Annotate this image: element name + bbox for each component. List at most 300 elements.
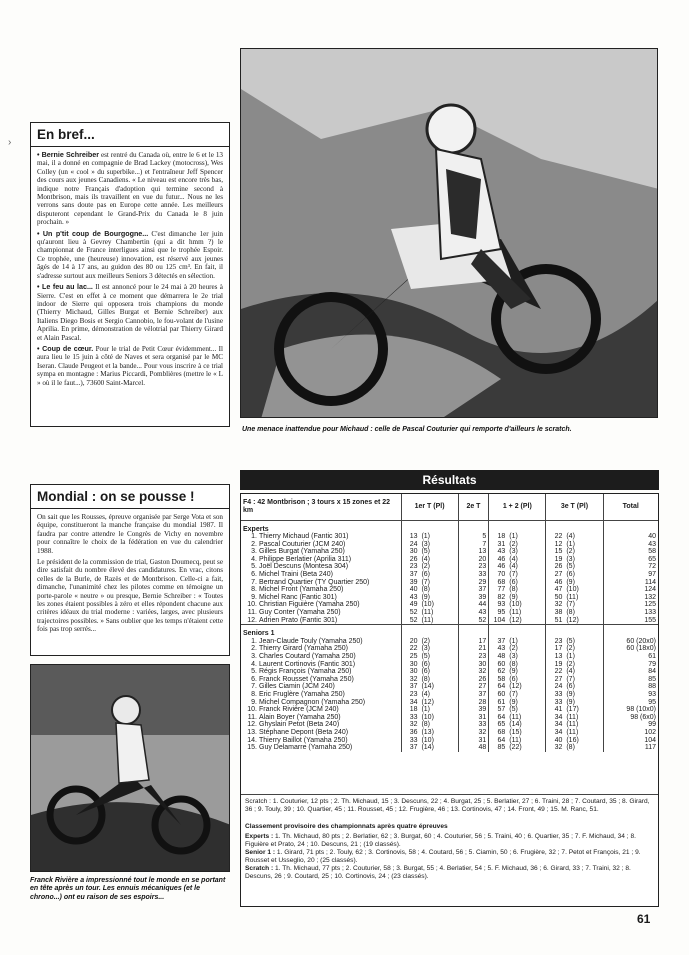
total-score: 88 bbox=[648, 683, 656, 691]
round1-score: 30 bbox=[409, 548, 418, 556]
round3-place: (11) bbox=[566, 721, 579, 729]
round1-place: (8) bbox=[421, 586, 431, 594]
rider-name: Laurent Cortinovis (Fantic 301) bbox=[259, 660, 356, 668]
classement-title: Classement provisoire des championnats après quatre épreuves bbox=[245, 823, 448, 830]
rank: 10. bbox=[247, 706, 257, 714]
rider-cell bbox=[241, 533, 401, 541]
round3-score: 34 bbox=[554, 728, 563, 736]
rider-cell bbox=[241, 699, 401, 707]
total12-place: (1) bbox=[509, 637, 518, 645]
section-row bbox=[241, 520, 658, 533]
rank: 7. bbox=[251, 683, 257, 691]
round2-score: 31 bbox=[458, 714, 489, 722]
round1-score: 40 bbox=[409, 586, 418, 594]
total12-cell bbox=[489, 661, 546, 669]
rider-name: Régis François (Yamaha 250) bbox=[259, 668, 352, 676]
total-score: 65 bbox=[648, 555, 656, 563]
rider-name: Christian Figuière (Yamaha 250) bbox=[259, 601, 360, 609]
total12-score: 64 bbox=[497, 713, 506, 721]
round1-score: 13 bbox=[409, 533, 418, 541]
round1-cell bbox=[401, 601, 458, 609]
round1-score: 18 bbox=[409, 706, 418, 714]
total12-place: (15) bbox=[509, 728, 522, 736]
round3-place: (9) bbox=[566, 578, 575, 586]
round3-cell bbox=[546, 556, 603, 564]
round3-place: (2) bbox=[566, 660, 575, 668]
column-header: 1er T (Pl) bbox=[401, 494, 458, 520]
rider-cell bbox=[241, 653, 401, 661]
round2-score: 32 bbox=[458, 668, 489, 676]
round1-cell bbox=[401, 586, 458, 594]
page-number: 61 bbox=[637, 912, 651, 926]
total12-place: (11) bbox=[509, 736, 522, 744]
total12-cell bbox=[489, 533, 546, 541]
total12-score: 82 bbox=[497, 593, 506, 601]
round3-place: (3) bbox=[566, 555, 575, 563]
results-header-row bbox=[241, 494, 658, 520]
table-row bbox=[241, 617, 658, 625]
total12-place: (9) bbox=[509, 593, 518, 601]
table-row bbox=[241, 729, 658, 737]
rider-name: Michel Compagnon (Yamaha 250) bbox=[259, 698, 366, 706]
round3-cell bbox=[546, 744, 603, 752]
table-row bbox=[241, 737, 658, 745]
total12-score: 62 bbox=[497, 668, 506, 676]
total-score: 133 bbox=[644, 609, 656, 617]
total12-cell bbox=[489, 617, 546, 625]
rank: 11. bbox=[247, 713, 257, 721]
round1-place: (11) bbox=[421, 616, 434, 624]
round1-cell bbox=[401, 699, 458, 707]
round1-place: (11) bbox=[421, 609, 434, 617]
round2-score: 27 bbox=[458, 683, 489, 691]
total12-place: (1) bbox=[509, 533, 518, 541]
table-row bbox=[241, 601, 658, 609]
rank: 7. bbox=[251, 578, 257, 586]
rider-cell bbox=[241, 729, 401, 737]
round1-score: 37 bbox=[409, 744, 418, 752]
round3-score: 27 bbox=[554, 675, 563, 683]
round3-cell bbox=[546, 579, 603, 587]
round3-place: (8) bbox=[566, 744, 575, 752]
rider-cell bbox=[241, 571, 401, 579]
round1-cell bbox=[401, 714, 458, 722]
rank: 5. bbox=[251, 563, 257, 571]
round1-place: (13) bbox=[421, 728, 434, 736]
round3-place: (10) bbox=[566, 586, 579, 594]
round3-cell bbox=[546, 737, 603, 745]
round3-score: 13 bbox=[554, 653, 563, 660]
rider-name: Eric Fruglère (Yamaha 250) bbox=[259, 690, 345, 698]
total-score: 72 bbox=[648, 563, 656, 571]
paragraph-lead: • Coup de cœur. bbox=[37, 344, 94, 353]
round1-cell bbox=[401, 645, 458, 653]
round3-cell bbox=[546, 729, 603, 737]
total12-cell bbox=[489, 571, 546, 579]
total12-score: 18 bbox=[497, 533, 506, 541]
total12-place: (8) bbox=[509, 586, 518, 594]
total12-cell bbox=[489, 556, 546, 564]
total12-cell bbox=[489, 668, 546, 676]
total12-cell bbox=[489, 601, 546, 609]
rider-cell bbox=[241, 676, 401, 684]
total12-score: 93 bbox=[497, 601, 506, 609]
round2-score: 44 bbox=[458, 601, 489, 609]
round1-place: (1) bbox=[421, 533, 431, 541]
round3-cell bbox=[546, 706, 603, 714]
rank: 12. bbox=[247, 616, 257, 624]
total12-cell bbox=[489, 683, 546, 691]
rank: 3. bbox=[251, 653, 257, 660]
round1-place: (5) bbox=[421, 653, 431, 660]
round3-score: 17 bbox=[554, 645, 563, 653]
round3-place: (4) bbox=[566, 668, 575, 676]
table-row bbox=[241, 541, 658, 549]
round3-place: (12) bbox=[566, 616, 579, 624]
round1-score: 39 bbox=[409, 578, 418, 586]
round1-place: (10) bbox=[421, 713, 434, 721]
round1-place: (4) bbox=[421, 555, 431, 563]
round3-score: 47 bbox=[554, 586, 563, 594]
total-score: 98 (10x0) bbox=[626, 706, 656, 714]
rider-cell bbox=[241, 683, 401, 691]
margin-mark: › bbox=[8, 137, 12, 148]
rider-cell bbox=[241, 601, 401, 609]
total12-score: 85 bbox=[497, 744, 506, 752]
round2-score: 39 bbox=[458, 706, 489, 714]
en-bref-title: En bref... bbox=[31, 123, 229, 147]
mondial-paragraph: On sait que les Rousses, épreuve organisée par Serge Vota et son équipe, constitueront la manche française du mondial 1987. Il faudra par contre attendre le Congrès de Vichy en novembre pour connaître le choix de la fédération en vue du calendrier 1988. bbox=[37, 513, 223, 555]
rider-cell bbox=[241, 744, 401, 752]
total12-score: 60 bbox=[497, 660, 506, 668]
table-row bbox=[241, 661, 658, 669]
round2-score: 5 bbox=[458, 533, 489, 541]
classement-lead: Scratch : bbox=[245, 865, 274, 872]
total12-place: (7) bbox=[509, 690, 518, 698]
round1-place: (14) bbox=[421, 683, 434, 691]
round3-place: (7) bbox=[566, 675, 575, 683]
rider-name: Guy Delamarre (Yamaha 250) bbox=[259, 744, 353, 752]
table-row bbox=[241, 691, 658, 699]
round3-cell bbox=[546, 661, 603, 669]
round1-cell bbox=[401, 668, 458, 676]
round1-place: (14) bbox=[421, 744, 434, 752]
total12-score: 70 bbox=[497, 571, 506, 579]
total-score: 114 bbox=[644, 578, 656, 586]
round3-score: 40 bbox=[554, 736, 563, 744]
paragraph-text: C'est dimanche 1er juin qu'auront lieu à Gevrey Chambertin (qui a dit hmm ?) le championnat de France interligues ainsi que le trophée Espoir. Ce trophée, une (heureuse) innovation, est réservé aux jeunes âgés de 14 à 17 ans, au guidon des 80 ou 125 cm³. En fait, il s'adresse surtout aux meilleurs Seniors 3 détectés en sélection. bbox=[37, 229, 223, 280]
round1-score: 33 bbox=[409, 713, 418, 721]
scratch-text: Scratch : 1. Couturier, 12 pts ; 2. Th. Michaud, 15 ; 3. Descuns, 22 ; 4. Burgat, 25 ; 5. Berlatier, 27 ; 6. Traini, 28 ; 7. Coutard, 35 ; 8. Girard, 36 ; 9. Touly, 39 ; 10. Quartier, 45 ; 11. Rousset, 45 ; 12. Frugière, 46 ; 13. Cortinovis, 47 ; 14. Front, 49 ; 15. M. Ranc, 51. bbox=[245, 798, 650, 813]
total12-score: 43 bbox=[497, 645, 506, 653]
round3-score: 50 bbox=[554, 593, 563, 601]
rider-name: Thierry Michaud (Fantic 301) bbox=[259, 533, 349, 541]
total-score: 124 bbox=[644, 586, 656, 594]
table-row bbox=[241, 668, 658, 676]
round3-place: (2) bbox=[566, 548, 575, 556]
round2-score: 32 bbox=[458, 729, 489, 737]
mondial-box bbox=[30, 484, 230, 656]
round1-cell bbox=[401, 563, 458, 571]
total12-place: (2) bbox=[509, 540, 518, 548]
table-row bbox=[241, 645, 658, 653]
round1-score: 49 bbox=[409, 601, 418, 609]
round1-place: (7) bbox=[421, 578, 431, 586]
main-photo-caption: Une menace inattendue pour Michaud : celle de Pascal Couturier qui remporte d'ailleurs le scratch. bbox=[242, 426, 572, 433]
round2-score: 23 bbox=[458, 563, 489, 571]
rider-name: Ghyslain Petot (Beta 240) bbox=[259, 721, 340, 729]
round1-place: (8) bbox=[421, 721, 431, 729]
round1-score: 23 bbox=[409, 563, 418, 571]
total12-place: (12) bbox=[509, 616, 522, 624]
round1-score: 37 bbox=[409, 571, 418, 579]
column-header: 2e T bbox=[458, 494, 489, 520]
rider-cell bbox=[241, 645, 401, 653]
total12-place: (4) bbox=[509, 563, 518, 571]
round1-cell bbox=[401, 729, 458, 737]
round1-place: (6) bbox=[421, 571, 431, 579]
round3-place: (11) bbox=[566, 728, 579, 736]
total-score: 43 bbox=[648, 540, 656, 548]
round2-score: 30 bbox=[458, 661, 489, 669]
rider-name: Alain Boyer (Yamaha 250) bbox=[259, 713, 341, 721]
total12-score: 95 bbox=[497, 609, 506, 617]
round1-score: 33 bbox=[409, 736, 418, 744]
total-score: 60 (18x0) bbox=[626, 645, 656, 653]
round3-cell bbox=[546, 533, 603, 541]
round2-score: 31 bbox=[458, 737, 489, 745]
round1-place: (3) bbox=[421, 645, 431, 653]
round1-place: (4) bbox=[421, 690, 431, 698]
classement-line bbox=[245, 833, 654, 849]
total12-score: 104 bbox=[493, 616, 506, 624]
round1-cell bbox=[401, 721, 458, 729]
round1-place: (9) bbox=[421, 593, 431, 601]
rider-name: Gilles Burgat (Yamaha 250) bbox=[259, 548, 345, 556]
rider-cell bbox=[241, 541, 401, 549]
trial-rider-photo bbox=[240, 48, 658, 418]
total12-score: 31 bbox=[497, 540, 506, 548]
total12-place: (4) bbox=[509, 555, 518, 563]
table-row bbox=[241, 744, 658, 752]
classement-text: 1. Th. Michaud, 80 pts ; 2. Berlatier, 62 ; 3. Burgat, 60 ; 4. Couturier, 56 ; 5. Traini, 40 ; 6. Quartier, 35 ; 7. F. Michaud, 34 ; 8. Figuière et Prato, 24 ; 10. Descuns, 21 ; (19 classés). bbox=[245, 833, 636, 848]
total-score: 79 bbox=[648, 660, 656, 668]
rider-cell bbox=[241, 609, 401, 617]
round3-score: 22 bbox=[554, 668, 563, 676]
round3-score: 19 bbox=[554, 660, 563, 668]
round2-score: 20 bbox=[458, 556, 489, 564]
round3-score: 34 bbox=[554, 721, 563, 729]
classement-text: 1. Th. Michaud, 77 pts ; 2. Couturier, 58 ; 3. Burgat, 55 ; 4. Berlatier, 54 ; 5. F. Michaud, 36 ; 6. Girard, 33 ; 7. Traini, 32 ; 8. Descuns, 26 ; 9. Coutard, 25 ; 10. Cortinovis, 24 ; (23 classés). bbox=[245, 865, 631, 880]
round1-score: 52 bbox=[409, 616, 418, 624]
round2-score: 23 bbox=[458, 653, 489, 661]
total-score: 60 (20x0) bbox=[626, 637, 656, 645]
round3-cell bbox=[546, 645, 603, 653]
total-score: 155 bbox=[644, 616, 656, 624]
round3-place: (1) bbox=[566, 540, 575, 548]
round1-score: 23 bbox=[409, 690, 418, 698]
round3-place: (6) bbox=[566, 571, 575, 579]
round1-cell bbox=[401, 541, 458, 549]
round3-cell bbox=[546, 638, 603, 646]
total12-score: 48 bbox=[497, 653, 506, 660]
total12-score: 61 bbox=[497, 698, 506, 706]
table-row bbox=[241, 571, 658, 579]
total12-place: (6) bbox=[509, 578, 518, 586]
round2-score: 28 bbox=[458, 699, 489, 707]
scratch-footer bbox=[241, 794, 658, 817]
round3-score: 38 bbox=[554, 609, 563, 617]
round2-score: 29 bbox=[458, 579, 489, 587]
rank: 11. bbox=[247, 609, 257, 617]
round1-score: 34 bbox=[409, 698, 418, 706]
rider-name: Franck Rousset (Yamaha 250) bbox=[259, 675, 354, 683]
round1-place: (3) bbox=[421, 540, 431, 548]
total12-score: 43 bbox=[497, 548, 506, 556]
en-bref-body bbox=[31, 147, 229, 394]
rider-name: Michel Traini (Beta 240) bbox=[259, 571, 333, 579]
rank: 1. bbox=[251, 533, 257, 541]
table-row bbox=[241, 579, 658, 587]
round3-cell bbox=[546, 586, 603, 594]
round1-place: (6) bbox=[421, 660, 431, 668]
round2-score: 37 bbox=[458, 691, 489, 699]
total12-cell bbox=[489, 729, 546, 737]
round1-place: (6) bbox=[421, 668, 431, 676]
total12-score: 68 bbox=[497, 728, 506, 736]
round1-cell bbox=[401, 579, 458, 587]
total12-place: (6) bbox=[509, 675, 518, 683]
round1-score: 32 bbox=[409, 721, 418, 729]
total12-cell bbox=[489, 586, 546, 594]
table-row bbox=[241, 548, 658, 556]
classement-line bbox=[245, 849, 654, 865]
experts-rows bbox=[241, 533, 658, 625]
round2-score: 26 bbox=[458, 676, 489, 684]
round3-place: (2) bbox=[566, 645, 575, 653]
round3-cell bbox=[546, 571, 603, 579]
table-row bbox=[241, 533, 658, 541]
round1-place: (12) bbox=[421, 698, 434, 706]
round3-place: (6) bbox=[566, 683, 575, 691]
round3-cell bbox=[546, 676, 603, 684]
round1-place: (10) bbox=[421, 601, 434, 609]
total12-cell bbox=[489, 638, 546, 646]
total12-score: 46 bbox=[497, 555, 506, 563]
total12-cell bbox=[489, 653, 546, 661]
round2-score: 39 bbox=[458, 594, 489, 602]
round1-cell bbox=[401, 691, 458, 699]
round1-place: (5) bbox=[421, 548, 431, 556]
total12-place: (12) bbox=[509, 683, 522, 691]
total-score: 93 bbox=[648, 690, 656, 698]
round1-score: 30 bbox=[409, 660, 418, 668]
rank: 5. bbox=[251, 668, 257, 676]
round3-place: (17) bbox=[566, 706, 579, 714]
total12-cell bbox=[489, 699, 546, 707]
table-row bbox=[241, 638, 658, 646]
round2-score: 52 bbox=[458, 617, 489, 625]
round1-cell bbox=[401, 744, 458, 752]
round2-score: 37 bbox=[458, 586, 489, 594]
round2-score: 7 bbox=[458, 541, 489, 549]
round1-cell bbox=[401, 533, 458, 541]
round1-place: (8) bbox=[421, 675, 431, 683]
rider-name: Franck Rivière (JCM 240) bbox=[259, 706, 339, 714]
rank: 6. bbox=[251, 675, 257, 683]
total12-score: 60 bbox=[497, 690, 506, 698]
round3-score: 33 bbox=[554, 690, 563, 698]
total-score: 40 bbox=[648, 533, 656, 541]
round3-place: (8) bbox=[566, 609, 575, 617]
round1-cell bbox=[401, 556, 458, 564]
round3-cell bbox=[546, 668, 603, 676]
round3-score: 23 bbox=[554, 637, 563, 645]
round3-cell bbox=[546, 683, 603, 691]
table-row bbox=[241, 714, 658, 722]
total12-cell bbox=[489, 579, 546, 587]
rider-name: Bertrand Quartier (TY Quartier 250) bbox=[259, 578, 370, 586]
rider-name: Joël Descuns (Montesa 304) bbox=[259, 563, 349, 571]
rider-cell bbox=[241, 721, 401, 729]
total12-place: (7) bbox=[509, 571, 518, 579]
total-score: 58 bbox=[648, 548, 656, 556]
round1-cell bbox=[401, 683, 458, 691]
classement-lead: Senior 1 : bbox=[245, 849, 276, 856]
round1-cell bbox=[401, 706, 458, 714]
rank: 15. bbox=[247, 744, 257, 752]
total12-score: 64 bbox=[497, 736, 506, 744]
total12-cell bbox=[489, 645, 546, 653]
rank: 8. bbox=[251, 690, 257, 698]
round3-score: 32 bbox=[554, 601, 563, 609]
total-score: 84 bbox=[648, 668, 656, 676]
round3-cell bbox=[546, 617, 603, 625]
table-row bbox=[241, 721, 658, 729]
round3-cell bbox=[546, 721, 603, 729]
total12-place: (11) bbox=[509, 609, 522, 617]
round1-cell bbox=[401, 594, 458, 602]
round3-score: 51 bbox=[554, 616, 563, 624]
round2-score: 13 bbox=[458, 548, 489, 556]
total12-score: 68 bbox=[497, 578, 506, 586]
paragraph-text: Pour le trial de Petit Cœur évidemment... Il aura lieu le 15 juin à côté de Naves et sera organisé par le MC Iseran. Claude Peugeot et la bande... Pour vous inscrire à ce trial sympa en montagne : Marius Piccardi, Pomblières (mettre le « L » où il le faut...), 73600 Saint-Marcel. bbox=[37, 344, 224, 387]
round3-score: 12 bbox=[554, 540, 563, 548]
round1-score: 30 bbox=[409, 668, 418, 676]
total-score: 97 bbox=[648, 571, 656, 579]
table-row bbox=[241, 676, 658, 684]
total-score: 104 bbox=[644, 736, 656, 744]
total12-cell bbox=[489, 691, 546, 699]
small-photo-caption: Franck Rivière a impressionné tout le monde en se portant en tête après un tour. Les ennuis mécaniques (et le chrono...) ont eu raison de ses espoirs... bbox=[30, 877, 226, 901]
rider-illustration bbox=[241, 49, 658, 418]
total12-score: 65 bbox=[497, 721, 506, 729]
rider-cell bbox=[241, 563, 401, 571]
round3-cell bbox=[546, 563, 603, 571]
round2-score: 33 bbox=[458, 721, 489, 729]
table-row bbox=[241, 594, 658, 602]
rider-name: Gilles Ciamin (JCM 240) bbox=[259, 683, 335, 691]
round1-score: 20 bbox=[409, 637, 418, 645]
total12-place: (5) bbox=[509, 706, 518, 714]
round1-score: 24 bbox=[409, 540, 418, 548]
rank: 1. bbox=[251, 637, 257, 645]
en-bref-paragraph bbox=[37, 283, 223, 342]
round3-place: (16) bbox=[566, 736, 579, 744]
round1-score: 22 bbox=[409, 645, 418, 653]
column-header: 1 + 2 (Pl) bbox=[489, 494, 546, 520]
total12-score: 37 bbox=[497, 637, 506, 645]
